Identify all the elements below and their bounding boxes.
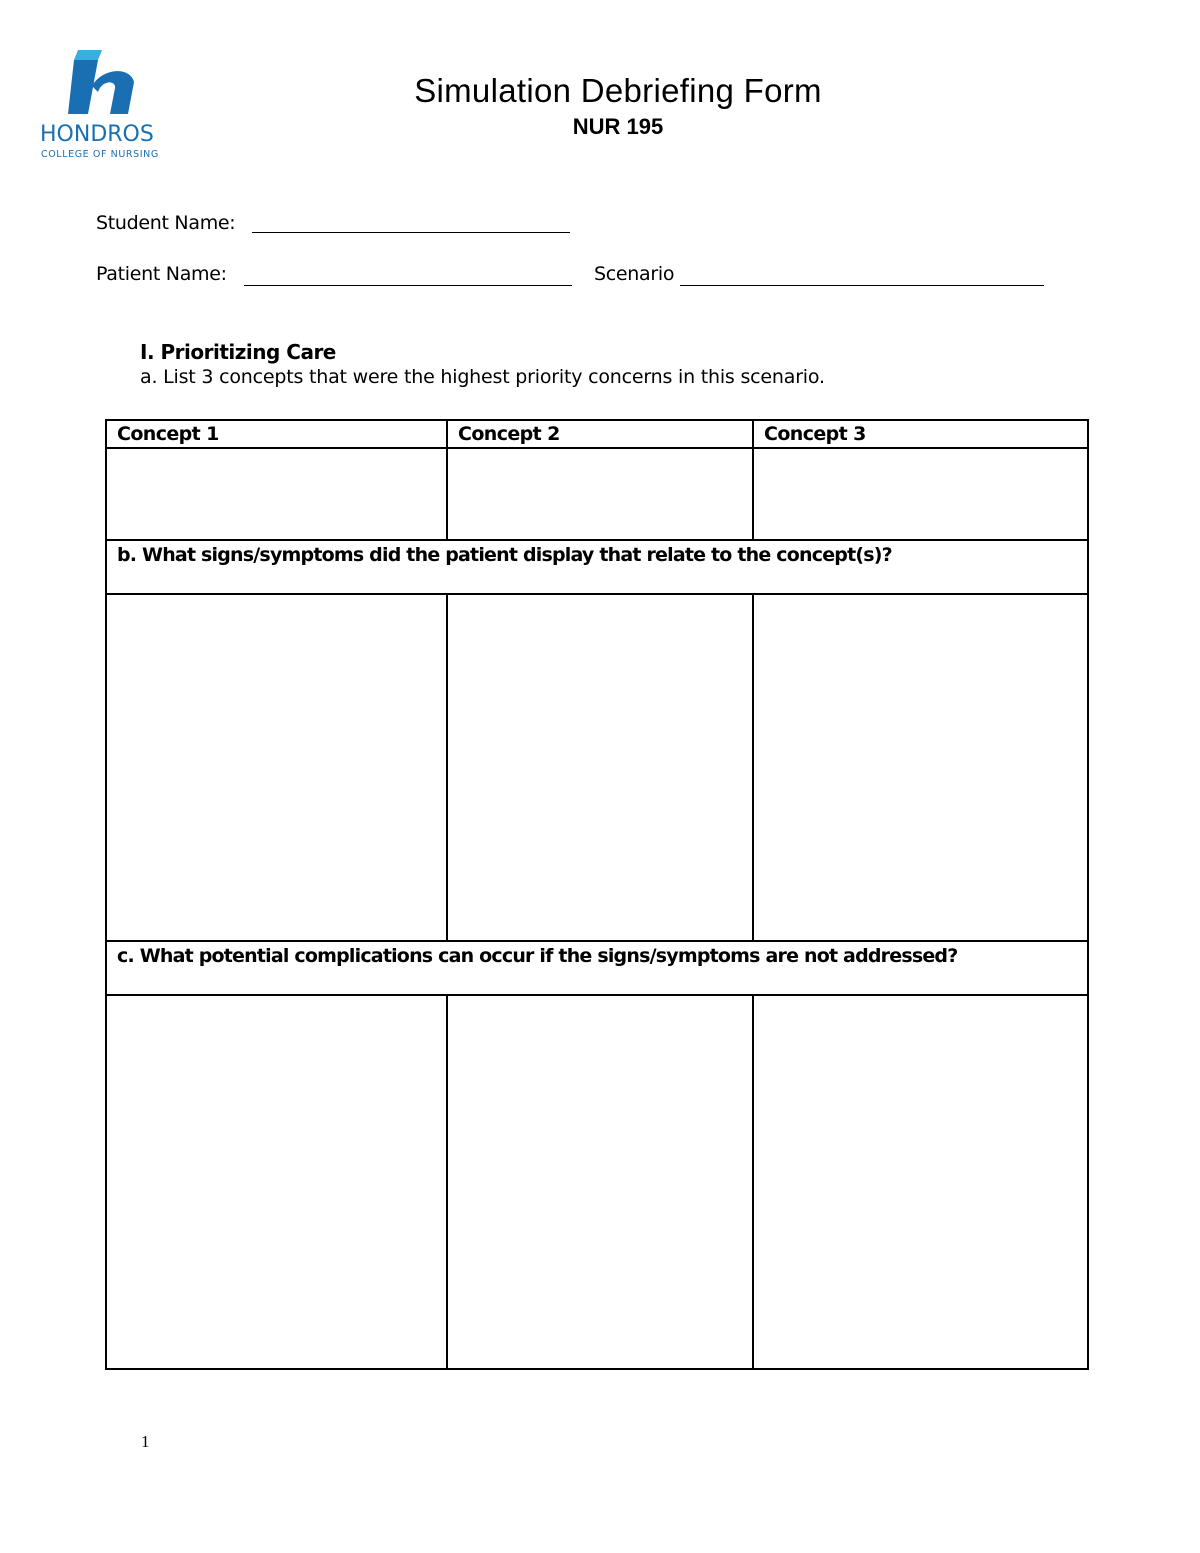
page-title: Simulation Debriefing Form	[414, 72, 822, 109]
complications-cell-2[interactable]	[447, 995, 753, 1369]
question-b: b. What signs/symptoms did the patient display that relate to the concept(s)?	[106, 540, 1088, 594]
signs-symptoms-cell-1[interactable]	[106, 594, 447, 941]
course-code: NUR 195	[572, 114, 664, 139]
complications-cell-1[interactable]	[106, 995, 447, 1369]
concept-3-header: Concept 3	[753, 420, 1088, 448]
concept-2-cell[interactable]	[447, 448, 753, 540]
concept-1-header: Concept 1	[106, 420, 447, 448]
concept-table	[105, 419, 1089, 1370]
page-number: 1	[141, 1432, 150, 1451]
question-c: c. What potential complications can occur if the signs/symptoms are not addressed?	[106, 941, 1088, 995]
section-instruction: a. List 3 concepts that were the highest priority concerns in this scenario.	[140, 366, 825, 388]
logo-name: HONDROS	[40, 122, 154, 147]
scenario-field[interactable]	[680, 285, 1044, 286]
patient-name-field[interactable]	[244, 285, 572, 286]
signs-symptoms-cell-3[interactable]	[753, 594, 1088, 941]
logo-subtitle: COLLEGE OF NURSING	[41, 149, 159, 160]
concept-2-header: Concept 2	[447, 420, 753, 448]
complications-cell-3[interactable]	[753, 995, 1088, 1369]
patient-name-label: Patient Name:	[96, 263, 227, 285]
prioritizing-care-section	[140, 340, 825, 388]
student-name-field[interactable]	[252, 232, 570, 233]
concept-1-cell[interactable]	[106, 448, 447, 540]
signs-symptoms-cell-2[interactable]	[447, 594, 753, 941]
concept-3-cell[interactable]	[753, 448, 1088, 540]
student-name-label: Student Name:	[96, 212, 236, 234]
scenario-label: Scenario	[594, 263, 675, 285]
section-heading: I. Prioritizing Care	[140, 340, 336, 364]
